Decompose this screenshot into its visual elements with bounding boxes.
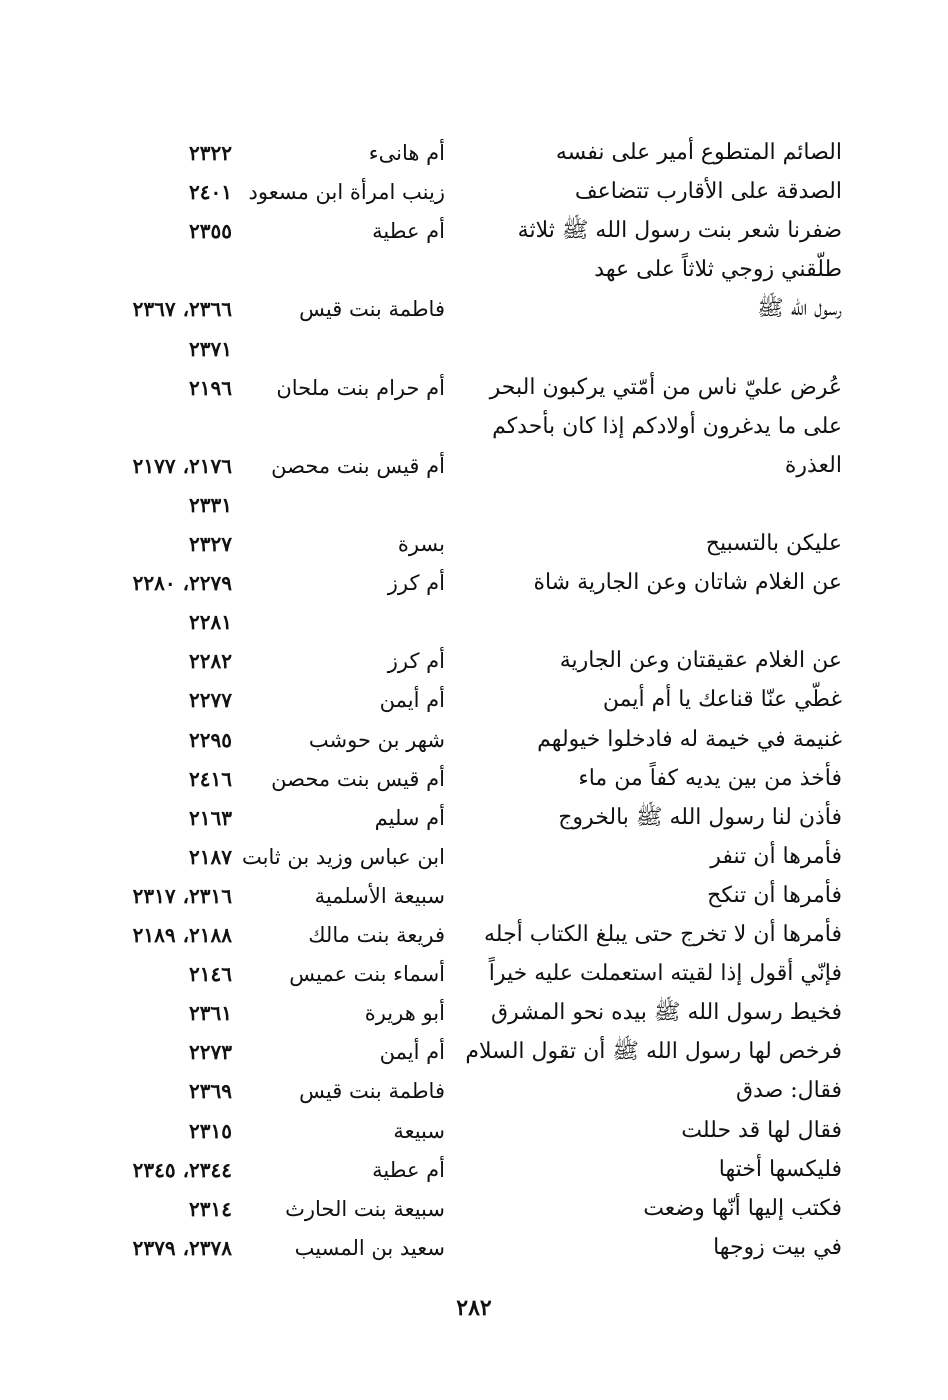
hadith-numbers: ٢٢٧٩، ٢٢٨٠ [132, 571, 232, 596]
index-row [90, 681, 850, 719]
hadith-phrase: في بيت زوجها [713, 1234, 842, 1260]
index-row [90, 212, 850, 250]
hadith-numbers: ٢٣٣١ [189, 492, 232, 517]
hadith-numbers: ٢٢٨١ [189, 610, 232, 635]
hadith-numbers: ٢٣٢٧ [189, 532, 232, 556]
hadith-phrase: الصائم المتطوع أمير على نفسه [555, 140, 842, 165]
index-row [90, 994, 850, 1032]
index-row [90, 799, 850, 837]
hadith-numbers: ٢٢٩٥ [189, 727, 232, 752]
hadith-numbers: ٢٣١٥ [189, 1118, 232, 1143]
hadith-numbers: ٢٢٨٢ [189, 649, 232, 674]
hadith-phrase: الصدقة على الأقارب تتضاعف [574, 179, 842, 205]
hadith-phrase: فقال لها قد حللت [681, 1117, 842, 1143]
narrator-name: أسماء بنت عميس [289, 962, 445, 987]
index-row [90, 369, 850, 407]
hadith-phrase: فأمرها أن تنكح [707, 882, 842, 908]
hadith-numbers: ٢١٧٦، ٢١٧٧ [132, 453, 232, 478]
narrator-name: أم عطية [372, 1157, 445, 1182]
hadith-phrase: عُرض عليّ ناس من أمّتي يركبون البحر [489, 374, 842, 400]
narrator-name: أم هانىء [368, 141, 445, 165]
hadith-numbers: ٢٣٦١ [189, 1001, 232, 1026]
index-row [90, 173, 850, 211]
index-row [90, 877, 850, 915]
index-row [90, 1229, 850, 1267]
hadith-phrase: فأذن لنا رسول الله ﷺ بالخروج [558, 804, 842, 830]
narrator-name: سبيعة بنت الحارث [285, 1196, 445, 1221]
index-row [90, 1190, 850, 1228]
hadith-phrase: عن الغلام شاتان وعن الجارية شاة [533, 570, 842, 596]
narrator-name: أم كرز [387, 571, 445, 596]
hadith-phrase: ضفرنا شعر بنت رسول الله ﷺ ثلاثة [517, 218, 842, 244]
narrator-name: بسرة [397, 532, 445, 556]
hadith-phrase: غطّي عنّا قناعك يا أم أيمن [602, 687, 842, 713]
page-number: ٢٨٢ [456, 1295, 492, 1321]
narrator-name: فاطمة بنت قيس [299, 297, 445, 322]
index-row [90, 955, 850, 993]
hadith-numbers: ٢١٨٧ [189, 844, 232, 869]
narrator-name: سبيعة [393, 1118, 445, 1143]
narrator-name: أم كرز [387, 649, 445, 674]
hadith-numbers: ٢١٨٨، ٢١٨٩ [132, 923, 232, 947]
narrator-name: أم سليم [374, 805, 445, 830]
hadith-numbers: ٢٣٢٢ [189, 141, 232, 165]
index-row [90, 330, 850, 368]
hadith-phrase: فرخص لها رسول الله ﷺ أن تقول السلام [465, 1039, 842, 1065]
index-row [90, 251, 850, 289]
hadith-numbers: ٢٣٤٤، ٢٣٤٥ [132, 1157, 232, 1182]
index-row [90, 603, 850, 641]
narrator-name: ابن عباس وزيد بن ثابت [242, 844, 445, 869]
narrator-name: شهر بن حوشب [308, 727, 445, 752]
index-row [90, 721, 850, 759]
narrator-name: زينب امرأة ابن مسعود [248, 180, 445, 205]
hadith-numbers: ٢٤٠١ [189, 180, 232, 205]
index-row [90, 1112, 850, 1150]
hadith-phrase: عليكن بالتسبيح [705, 531, 842, 556]
narrator-name: سبيعة الأسلمية [314, 883, 445, 908]
hadith-numbers: ٢٣٦٦، ٢٣٦٧ [132, 297, 232, 322]
narrator-name: أم قيس بنت محصن [271, 453, 445, 478]
hadith-phrase: فكتب إليها أنّها وضعت [643, 1195, 842, 1221]
index-row [90, 134, 850, 172]
hadith-numbers: ٢٢٧٣ [189, 1040, 232, 1065]
hadith-numbers: ٢٣٥٥ [189, 219, 232, 244]
hadith-phrase: رسول الله ﷺ [757, 296, 842, 322]
narrator-name: أم أيمن [379, 688, 445, 713]
narrator-name: أم حرام بنت ملحان [276, 375, 445, 400]
hadith-phrase: فأخذ من بين يديه كفاً من ماء [578, 765, 842, 791]
hadith-numbers: ٢١٦٣ [189, 805, 232, 830]
index-row [90, 916, 850, 954]
hadith-phrase: العذرة [784, 452, 842, 478]
index-row [90, 525, 850, 563]
index-row [90, 1151, 850, 1189]
index-row [90, 447, 850, 485]
index-row [90, 1072, 850, 1110]
hadith-numbers: ٢٣٦٩ [189, 1079, 232, 1104]
narrator-name: أم عطية [372, 219, 445, 244]
hadith-phrase: على ما يدغرون أولادكم إذا كان بأحدكم [492, 413, 842, 439]
index-row [90, 564, 850, 602]
index-row [90, 642, 850, 680]
hadith-numbers: ٢١٤٦ [189, 962, 232, 987]
hadith-phrase: فخيط رسول الله ﷺ بيده نحو المشرق [491, 1000, 842, 1026]
hadith-numbers: ٢١٩٦ [189, 375, 232, 400]
narrator-name: فريعة بنت مالك [308, 923, 445, 947]
hadith-numbers: ٢٣١٤ [189, 1196, 232, 1221]
hadith-phrase: فأمرها أن تنفر [710, 843, 842, 869]
hadith-phrase: طلّقني زوجي ثلاثاً على عهد [594, 257, 842, 283]
hadith-numbers: ٢٣٧٨، ٢٣٧٩ [132, 1235, 232, 1260]
hadith-phrase: فأمرها أن لا تخرج حتى يبلغ الكتاب أجله [483, 922, 842, 947]
hadith-numbers: ٢٣١٦، ٢٣١٧ [132, 883, 232, 908]
index-row [90, 408, 850, 446]
index-row [90, 486, 850, 524]
hadith-numbers: ٢٢٧٧ [189, 688, 232, 713]
index-row [90, 290, 850, 328]
narrator-name: أم قيس بنت محصن [271, 766, 445, 791]
narrator-name: أم أيمن [379, 1040, 445, 1065]
index-row [90, 1033, 850, 1071]
hadith-phrase: فليكسها أختها [718, 1156, 842, 1182]
narrator-name: أبو هريرة [364, 1001, 445, 1026]
index-row [90, 760, 850, 798]
hadith-phrase: غنيمة في خيمة له فادخلوا خيولهم [537, 726, 842, 752]
hadith-numbers: ٢٣٧١ [189, 336, 232, 361]
hadith-numbers: ٢٤١٦ [189, 766, 232, 791]
index-row [90, 838, 850, 876]
narrator-name: فاطمة بنت قيس [299, 1079, 445, 1104]
hadith-phrase: فإنّي أقول إذا لقيته استعملت عليه خيراً [488, 961, 842, 987]
hadith-phrase: فقال: صدق [735, 1078, 842, 1104]
hadith-phrase: عن الغلام عقيقتان وعن الجارية [559, 648, 842, 674]
narrator-name: سعيد بن المسيب [294, 1235, 445, 1260]
